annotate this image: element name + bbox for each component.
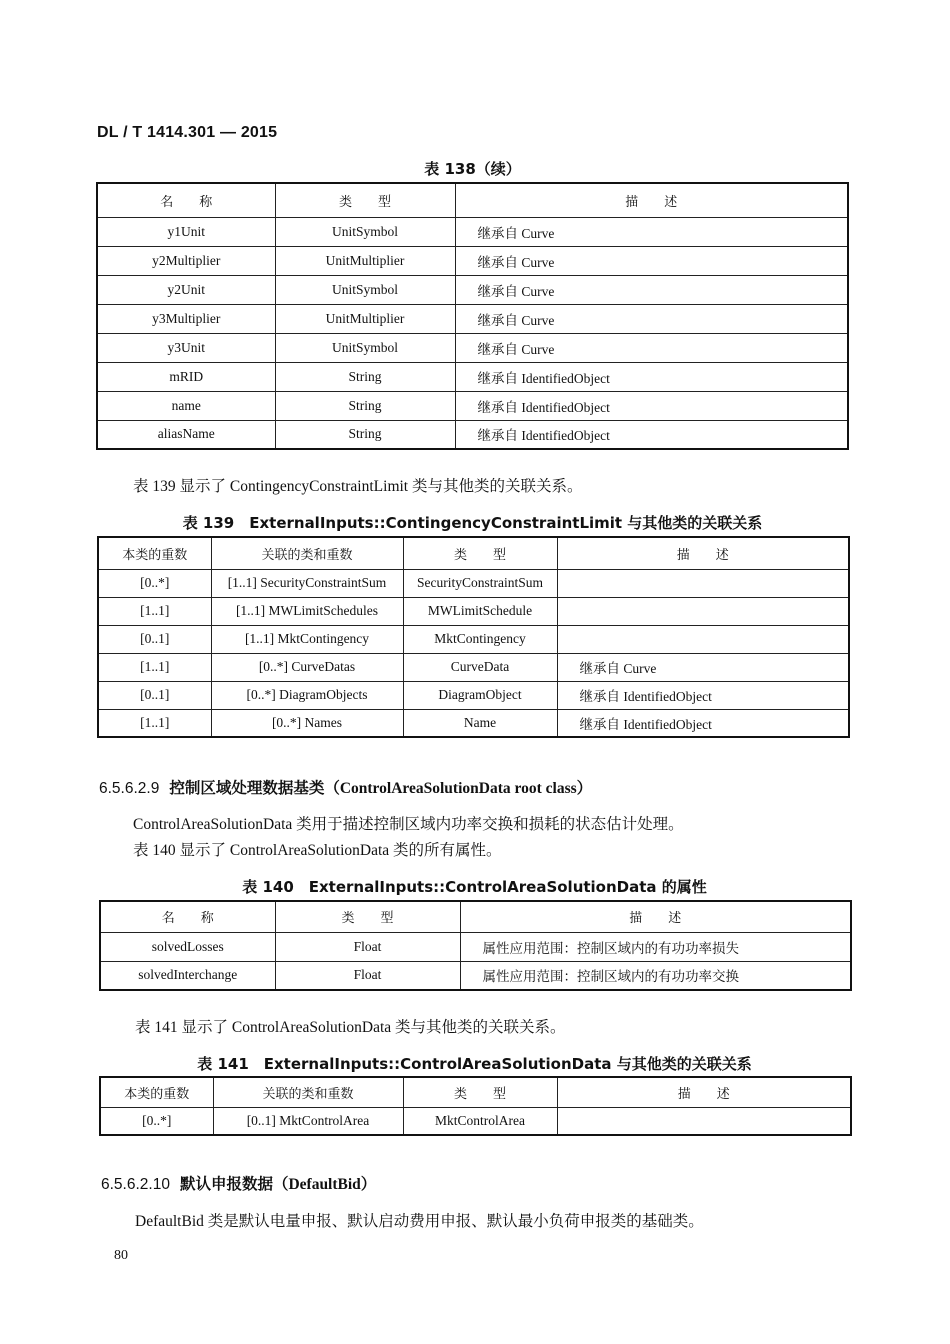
- table-header-row: [100, 1077, 851, 1107]
- column-header: 描 述: [455, 183, 848, 217]
- table-row: [97, 333, 848, 362]
- table-cell: solvedInterchange: [100, 961, 275, 990]
- column-header: 关联的类和重数: [211, 537, 403, 569]
- paragraph-cas-description: ControlAreaSolutionData 类用于描述控制区域内功率交换和损耗的状态估计处理。: [133, 816, 684, 833]
- column-header: 本类的重数: [100, 1077, 213, 1107]
- table-cell: SecurityConstraintSum: [403, 569, 557, 597]
- table-140: [99, 900, 852, 991]
- table-cell: String: [275, 362, 455, 391]
- table-cell: Float: [275, 932, 460, 961]
- column-header: 类 型: [275, 183, 455, 217]
- table-cell: [1..1]: [98, 597, 211, 625]
- section-number: 6.5.6.2.9: [99, 780, 160, 797]
- table-cell: UnitSymbol: [275, 275, 455, 304]
- table-cell: y1Unit: [97, 217, 275, 246]
- section-heading-6-5-6-2-9: [99, 776, 592, 798]
- table-cell: UnitSymbol: [275, 333, 455, 362]
- table-row: [100, 961, 851, 990]
- table-139-caption: 表 139 ExternalInputs::ContingencyConstraintLimit 与其他类的关联关系: [182, 514, 763, 532]
- column-header: 关联的类和重数: [213, 1077, 403, 1107]
- table-cell: y2Unit: [97, 275, 275, 304]
- table-cell: 继承自 Curve: [455, 304, 848, 333]
- column-header: 本类的重数: [98, 537, 211, 569]
- table-row: [98, 681, 849, 709]
- table-cell: MWLimitSchedule: [403, 597, 557, 625]
- column-header: 描 述: [460, 901, 851, 932]
- table-header-row: [100, 901, 851, 932]
- table-141: [99, 1076, 852, 1136]
- table-cell: 继承自 IdentifiedObject: [455, 420, 848, 449]
- table-row: [100, 932, 851, 961]
- table-cell: 继承自 Curve: [455, 275, 848, 304]
- paragraph-table-141-intro: 表 141 显示了 ControlAreaSolutionData 类与其他类的关联关系。: [135, 1019, 566, 1036]
- table-cell: Float: [275, 961, 460, 990]
- table-cell: [557, 625, 849, 653]
- table-cell: [0..1] MktControlArea: [213, 1107, 403, 1135]
- table-cell: [0..1]: [98, 681, 211, 709]
- table-cell: [1..1] MWLimitSchedules: [211, 597, 403, 625]
- paragraph-table-139-intro: 表 139 显示了 ContingencyConstraintLimit 类与其他类的关联关系。: [133, 478, 583, 495]
- table-row: [98, 709, 849, 737]
- table-cell: 属性应用范围：控制区域内的有功功率损失: [460, 932, 851, 961]
- section-number: 6.5.6.2.10: [101, 1176, 170, 1193]
- table-cell: [1..1]: [98, 709, 211, 737]
- table-row: [97, 217, 848, 246]
- table-row: [97, 420, 848, 449]
- table-cell: [1..1] SecurityConstraintSum: [211, 569, 403, 597]
- table-140-caption: 表 140 ExternalInputs::ControlAreaSolutionData 的属性: [242, 878, 707, 896]
- table-row: [97, 391, 848, 420]
- table-row: [98, 653, 849, 681]
- column-header: 名 称: [100, 901, 275, 932]
- table-cell: CurveData: [403, 653, 557, 681]
- table-cell: [0..*] Names: [211, 709, 403, 737]
- table-cell: Name: [403, 709, 557, 737]
- table-cell: aliasName: [97, 420, 275, 449]
- table-cell: y3Unit: [97, 333, 275, 362]
- table-cell: UnitSymbol: [275, 217, 455, 246]
- table-cell: solvedLosses: [100, 932, 275, 961]
- table-139: [97, 536, 850, 738]
- column-header: 类 型: [275, 901, 460, 932]
- table-cell: 继承自 Curve: [455, 246, 848, 275]
- table-cell: 继承自 Curve: [557, 653, 849, 681]
- paragraph-defaultbid-description: DefaultBid 类是默认电量申报、默认启动费用申报、默认最小负荷申报类的基础类。: [135, 1213, 704, 1230]
- table-cell: [557, 1107, 851, 1135]
- table-cell: [0..*] CurveDatas: [211, 653, 403, 681]
- table-cell: [557, 569, 849, 597]
- table-cell: y2Multiplier: [97, 246, 275, 275]
- table-row: [97, 362, 848, 391]
- section-heading-6-5-6-2-10: [101, 1172, 376, 1194]
- table-row: [97, 304, 848, 333]
- table-cell: DiagramObject: [403, 681, 557, 709]
- table-row: [98, 625, 849, 653]
- table-row: [97, 275, 848, 304]
- column-header: 名 称: [97, 183, 275, 217]
- table-header-row: [97, 183, 848, 217]
- table-row: [98, 597, 849, 625]
- table-cell: y3Multiplier: [97, 304, 275, 333]
- table-cell: [0..*] DiagramObjects: [211, 681, 403, 709]
- table-cell: 继承自 IdentifiedObject: [455, 362, 848, 391]
- table-cell: [0..*]: [100, 1107, 213, 1135]
- table-cell: 继承自 IdentifiedObject: [557, 681, 849, 709]
- column-header: 类 型: [403, 1077, 557, 1107]
- table-row: [98, 569, 849, 597]
- table-cell: UnitMultiplier: [275, 304, 455, 333]
- table-141-caption: 表 141 ExternalInputs::ControlAreaSolutionData 与其他类的关联关系: [197, 1055, 752, 1073]
- table-cell: String: [275, 391, 455, 420]
- table-138: [96, 182, 849, 450]
- table-cell: 继承自 Curve: [455, 217, 848, 246]
- table-cell: [0..1]: [98, 625, 211, 653]
- column-header: 描 述: [557, 1077, 851, 1107]
- table-cell: [0..*]: [98, 569, 211, 597]
- table-cell: UnitMultiplier: [275, 246, 455, 275]
- table-cell: 继承自 Curve: [455, 333, 848, 362]
- paragraph-table-140-intro: 表 140 显示了 ControlAreaSolutionData 类的所有属性。: [133, 842, 502, 859]
- table-header-row: [98, 537, 849, 569]
- column-header: 描 述: [557, 537, 849, 569]
- table-cell: MktControlArea: [403, 1107, 557, 1135]
- document-header: DL / T 1414.301 — 2015: [97, 124, 278, 141]
- table-138-caption: 表 138（续）: [424, 160, 521, 178]
- page-number: 80: [114, 1248, 128, 1263]
- section-title: 控制区域处理数据基类（ControlAreaSolutionData root class）: [169, 780, 593, 797]
- table-cell: 继承自 IdentifiedObject: [557, 709, 849, 737]
- section-title: 默认申报数据（DefaultBid）: [179, 1176, 377, 1193]
- table-row: [97, 246, 848, 275]
- table-row: [100, 1107, 851, 1135]
- table-cell: 属性应用范围：控制区域内的有功功率交换: [460, 961, 851, 990]
- table-cell: [557, 597, 849, 625]
- table-cell: 继承自 IdentifiedObject: [455, 391, 848, 420]
- table-cell: [1..1]: [98, 653, 211, 681]
- table-cell: MktContingency: [403, 625, 557, 653]
- table-cell: mRID: [97, 362, 275, 391]
- table-cell: name: [97, 391, 275, 420]
- table-cell: [1..1] MktContingency: [211, 625, 403, 653]
- column-header: 类 型: [403, 537, 557, 569]
- table-cell: String: [275, 420, 455, 449]
